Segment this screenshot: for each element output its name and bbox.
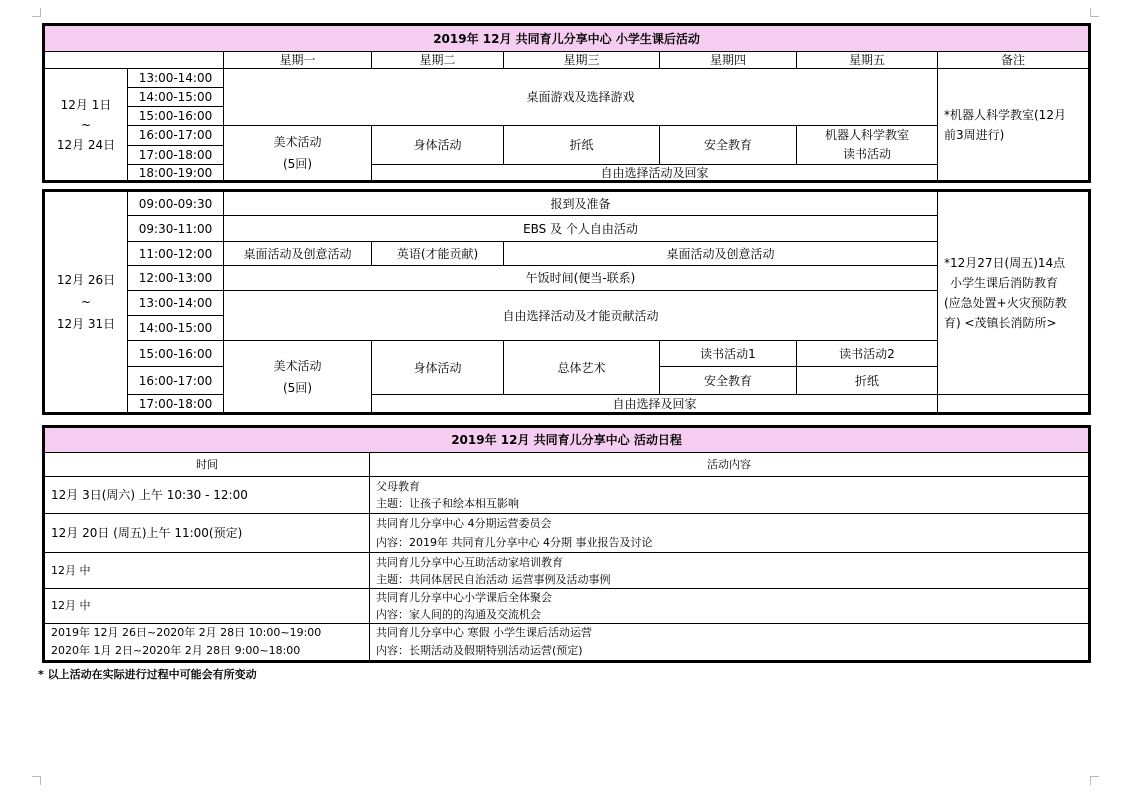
time-slot: 17:00-18:00 bbox=[128, 395, 224, 414]
event-title: 共同育儿分享中心小学课后全体聚会 bbox=[376, 591, 552, 604]
date-end: 12月 31日 bbox=[56, 317, 116, 331]
time-slot: 11:00-12:00 bbox=[128, 242, 224, 266]
event-time: 12月 20日 (周五)上午 11:00(预定) bbox=[44, 514, 370, 553]
date-tilde: ~ bbox=[80, 117, 92, 132]
schedule-title: 2019年 12月 共同育儿分享中心 小学生课后活动 bbox=[44, 25, 1090, 52]
footnote: * 以上活动在实际进行过程中可能会有所变动 bbox=[38, 668, 257, 681]
activity-free-choice-home: 自由选择活动及回家 bbox=[372, 165, 938, 182]
date-range-cell bbox=[44, 69, 128, 182]
date-range-cell bbox=[44, 191, 128, 414]
day-header-friday: 星期五 bbox=[797, 52, 938, 69]
time-slot: 15:00-16:00 bbox=[128, 341, 224, 367]
activity-checkin: 报到及准备 bbox=[224, 191, 938, 216]
events-header-content: 活动内容 bbox=[370, 453, 1090, 477]
event-detail: 内容：2019年 共同育儿分享中心 4分期 事业报告及讨论 bbox=[376, 536, 653, 549]
time-slot: 14:00-15:00 bbox=[128, 316, 224, 341]
activity-art-label: 美术活动 bbox=[273, 358, 322, 373]
activity-free-home: 自由选择及回家 bbox=[372, 395, 938, 414]
day-header-tuesday: 星期二 bbox=[372, 52, 504, 69]
time-slot: 15:00-16:00 bbox=[128, 107, 224, 126]
event-title: 共同育儿分享中心 4分期运营委员会 bbox=[376, 517, 552, 530]
activity-friday-line2: 读书活动 bbox=[842, 147, 891, 161]
schedule-table-december-1-24 bbox=[42, 23, 1091, 183]
note-line: (应急处置+火灾预防教 bbox=[944, 296, 1067, 310]
event-title: 共同育儿分享中心 寒假 小学生课后活动运营 bbox=[376, 626, 592, 639]
date-end: 12月 24日 bbox=[56, 137, 116, 152]
note-line: *机器人科学教室(12月 bbox=[944, 107, 1066, 122]
schedule-table-december-26-31 bbox=[42, 189, 1091, 415]
event-content bbox=[370, 624, 1090, 662]
time-slot: 09:00-09:30 bbox=[128, 191, 224, 216]
activity-art-monday bbox=[224, 341, 372, 414]
activity-thursday: 安全教育 bbox=[660, 126, 797, 165]
event-title: 共同育儿分享中心互助活动家培训教育 bbox=[376, 555, 563, 569]
time-slot: 16:00-17:00 bbox=[128, 126, 224, 146]
activity-art-monday bbox=[224, 126, 372, 182]
event-time: 12月 中 bbox=[44, 553, 370, 589]
activity-art-count: (5回) bbox=[283, 380, 312, 395]
activity-friday-15: 读书活动2 bbox=[797, 341, 938, 367]
activity-art-label: 美术活动 bbox=[273, 135, 322, 149]
note-line: 育) <茂镇长消防所> bbox=[944, 316, 1057, 330]
activity-ebs: EBS 及 个人自由活动 bbox=[224, 216, 938, 242]
activity-rest-11: 桌面活动及创意活动 bbox=[504, 242, 938, 266]
event-detail: 内容：家人间的的沟通及交流机会 bbox=[376, 608, 541, 621]
activity-wednesday: 折纸 bbox=[504, 126, 660, 165]
header-spacer bbox=[44, 52, 224, 69]
activity-friday-16: 折纸 bbox=[797, 367, 938, 395]
notes-cell bbox=[938, 69, 1090, 182]
events-title: 2019年 12月 共同育儿分享中心 活动日程 bbox=[44, 427, 1090, 453]
time-slot: 13:00-14:00 bbox=[128, 69, 224, 88]
time-slot: 09:30-11:00 bbox=[128, 216, 224, 242]
event-content bbox=[370, 514, 1090, 553]
event-time-line: 2019年 12月 26日~2020年 2月 28日 10:00~19:00 bbox=[51, 626, 322, 639]
time-slot: 12:00-13:00 bbox=[128, 266, 224, 291]
notes-header: 备注 bbox=[938, 52, 1090, 69]
activity-tuesday: 身体活动 bbox=[372, 341, 504, 395]
activity-thursday-16: 安全教育 bbox=[660, 367, 797, 395]
activity-tuesday-11: 英语(才能贡献) bbox=[372, 242, 504, 266]
activity-art-count: (5回) bbox=[283, 157, 312, 171]
events-header-time: 时间 bbox=[44, 453, 370, 477]
event-content bbox=[370, 589, 1090, 624]
time-slot: 14:00-15:00 bbox=[128, 88, 224, 107]
activity-free-talent: 自由选择活动及才能贡献活动 bbox=[224, 291, 938, 341]
day-header-wednesday: 星期三 bbox=[504, 52, 660, 69]
event-time bbox=[44, 624, 370, 662]
activity-friday-line1: 机器人科学教室 bbox=[824, 128, 909, 142]
page-corner-mark bbox=[1090, 8, 1099, 17]
page-corner-mark bbox=[32, 776, 41, 785]
time-slot: 17:00-18:00 bbox=[128, 145, 224, 165]
note-line: 小学生课后消防教育 bbox=[950, 276, 1059, 290]
activity-monday-11: 桌面活动及创意活动 bbox=[224, 242, 372, 266]
date-tilde: ~ bbox=[80, 295, 92, 309]
note-line: *12月27日(周五)14点 bbox=[944, 256, 1066, 270]
activity-wednesday: 总体艺术 bbox=[504, 341, 660, 395]
time-slot: 16:00-17:00 bbox=[128, 367, 224, 395]
page-corner-mark bbox=[32, 8, 41, 17]
event-title: 父母教育 bbox=[376, 480, 420, 493]
event-detail: 内容：长期活动及假期特别活动运营(预定) bbox=[376, 644, 583, 657]
time-slot: 18:00-19:00 bbox=[128, 165, 224, 182]
events-table bbox=[42, 425, 1091, 663]
activity-board-games: 桌面游戏及选择游戏 bbox=[224, 69, 938, 126]
note-line: 前3周进行) bbox=[944, 127, 1005, 142]
event-time-line: 2020年 1月 2日~2020年 2月 28日 9:00~18:00 bbox=[51, 644, 301, 657]
activity-tuesday: 身体活动 bbox=[372, 126, 504, 165]
day-header-monday: 星期一 bbox=[224, 52, 372, 69]
event-detail: 主题：让孩子和绘本相互影响 bbox=[376, 497, 519, 510]
event-time: 12月 3日(周六) 上午 10:30 - 12:00 bbox=[44, 477, 370, 514]
event-time: 12月 中 bbox=[44, 589, 370, 624]
event-detail: 主题：共同体居民自治活动 运营事例及活动事例 bbox=[376, 572, 611, 586]
event-content bbox=[370, 477, 1090, 514]
activity-friday bbox=[797, 126, 938, 165]
page-corner-mark bbox=[1090, 776, 1099, 785]
activity-thursday-15: 读书活动1 bbox=[660, 341, 797, 367]
notes-cell bbox=[938, 191, 1090, 395]
day-header-thursday: 星期四 bbox=[660, 52, 797, 69]
activity-lunch: 午饭时间(便当-联系) bbox=[224, 266, 938, 291]
time-slot: 13:00-14:00 bbox=[128, 291, 224, 316]
event-content bbox=[370, 553, 1090, 589]
date-start: 12月 1日 bbox=[60, 97, 112, 112]
date-start: 12月 26日 bbox=[56, 273, 116, 287]
